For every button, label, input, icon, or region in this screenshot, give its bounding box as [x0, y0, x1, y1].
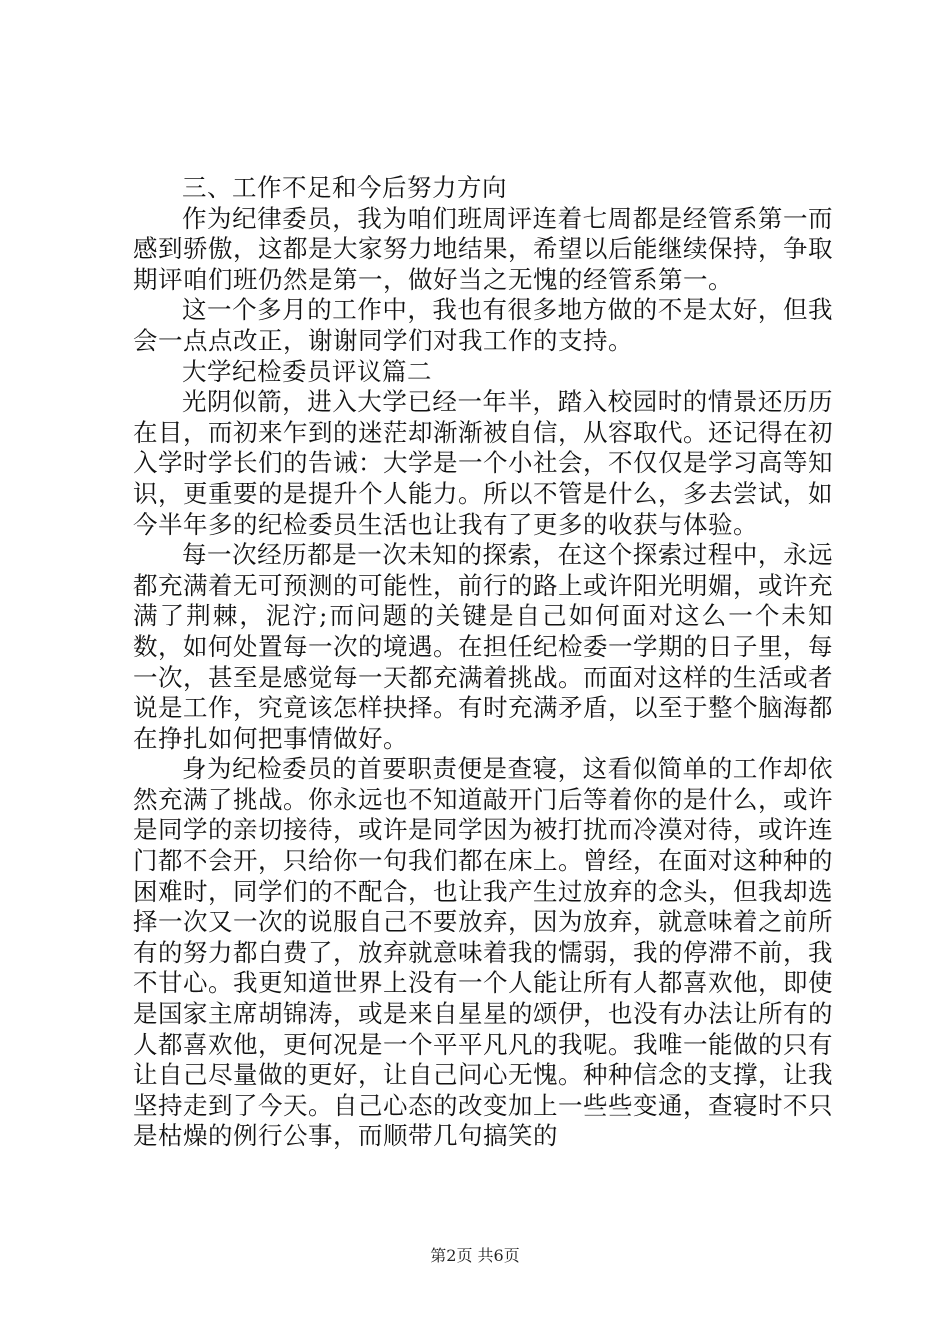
paragraph: 每一次经历都是一次未知的探索，在这个探索过程中，永远都充满着无可预测的可能性，前行的路上或许阳光明媚，或许充满了荆棘，泥泞;而问题的关键是自己如何面对这么一个未知数，如何处置每一次的境遇。在担任纪检委一学期的日子里，每一次，甚至是感觉每一天都充满着挑战。而面对这样的生活或者说是工作，究竟该怎样抉择。有时充满矛盾，以至于整个脑海都在挣扎如何把事情做好。: [133, 540, 833, 753]
section-heading: 三、工作不足和今后努力方向: [182, 173, 507, 202]
document-body: [133, 173, 833, 1152]
page-number-footer: 第2页 共6页: [430, 1246, 520, 1265]
paragraph: 这一个多月的工作中，我也有很多地方做的不是太好，但我会一点点改正，谢谢同学们对我工作的支持。: [133, 295, 833, 355]
paragraph: 作为纪律委员，我为咱们班周评连着七周都是经管系第一而感到骄傲，这都是大家努力地结果，希望以后能继续保持，争取期评咱们班仍然是第一，做好当之无愧的经管系第一。: [133, 203, 833, 294]
article-title: 大学纪检委员评议篇二: [182, 356, 432, 386]
paragraph: 身为纪检委员的首要职责便是查寝，这看似简单的工作却依然充满了挑战。你永远也不知道敲开门后等着你的是什么，或许是同学的亲切接待，或许是同学因为被打扰而冷漠对待，或许连门都不会开，只给你一句我们都在床上。曾经，在面对这种种的困难时，同学们的不配合，也让我产生过放弃的念头，但我却选择一次又一次的说服自己不要放弃，因为放弃，就意味着之前所有的努力都白费了，放弃就意味着我的懦弱，我的停滞不前，我不甘心。我更知道世界上没有一个人能让所有人都喜欢他，即使是国家主席胡锦涛，或是来自星星的颂伊，也没有办法让所有的人都喜欢他，更何况是一个平平凡凡的我呢。我唯一能做的只有让自己尽量做的更好，让自己问心无愧。种种信念的支撑，让我坚持走到了今天。自己心态的改变加上一些些变通，查寝时不只是枯燥的例行公事，而顺带几句搞笑的: [133, 754, 833, 1151]
paragraph: 光阴似箭，进入大学已经一年半，踏入校园时的情景还历历在目，而初来乍到的迷茫却渐渐被自信，从容取代。还记得在初入学时学长们的告诫：大学是一个小社会，不仅仅是学习高等知识，更重要的是提升个人能力。所以不管是什么，多去尝试，如今半年多的纪检委员生活也让我有了更多的收获与体验。: [133, 387, 833, 539]
